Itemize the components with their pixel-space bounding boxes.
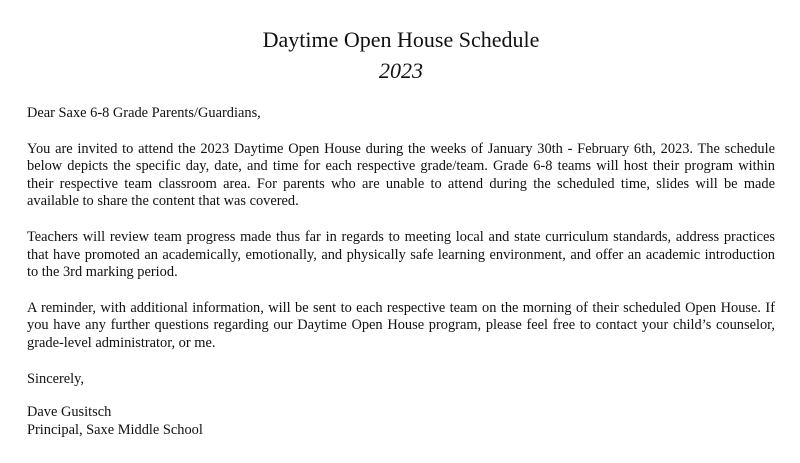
paragraph-teacher-review: Teachers will review team progress made thus far in regards to meeting local and state curriculum standards, address practices that have promoted an academically, emotionally, and physically safe learning environment, and offer an academic introduction to the 3rd marking period.: [27, 228, 775, 281]
document-year: 2023: [379, 58, 423, 83]
paragraph-invitation: You are invited to attend the 2023 Daytime Open House during the weeks of January 30th - February 6th, 2023. The schedule below depicts the specific day, date, and time for each respective grade/team. Grade 6-8 teams will host their program within their respective team classroom area. For parents who are unable to attend during the scheduled time, slides will be made available to share the content that was covered.: [27, 140, 775, 210]
paragraph-reminder: A reminder, with additional information, will be sent to each respective team on the morning of their scheduled Open House. If you have any further questions regarding our Daytime Open House program, please feel free to contact your child’s counselor, grade-level administrator, or me.: [27, 299, 775, 351]
salutation: Dear Saxe 6-8 Grade Parents/Guardians,: [27, 105, 261, 121]
document-title: Daytime Open House Schedule: [262, 27, 540, 52]
closing: Sincerely,: [27, 370, 85, 387]
signature-block: [27, 404, 775, 439]
signer-title: Principal, Saxe Middle School: [27, 421, 203, 438]
signer-name: Dave Gusitsch: [27, 404, 112, 421]
